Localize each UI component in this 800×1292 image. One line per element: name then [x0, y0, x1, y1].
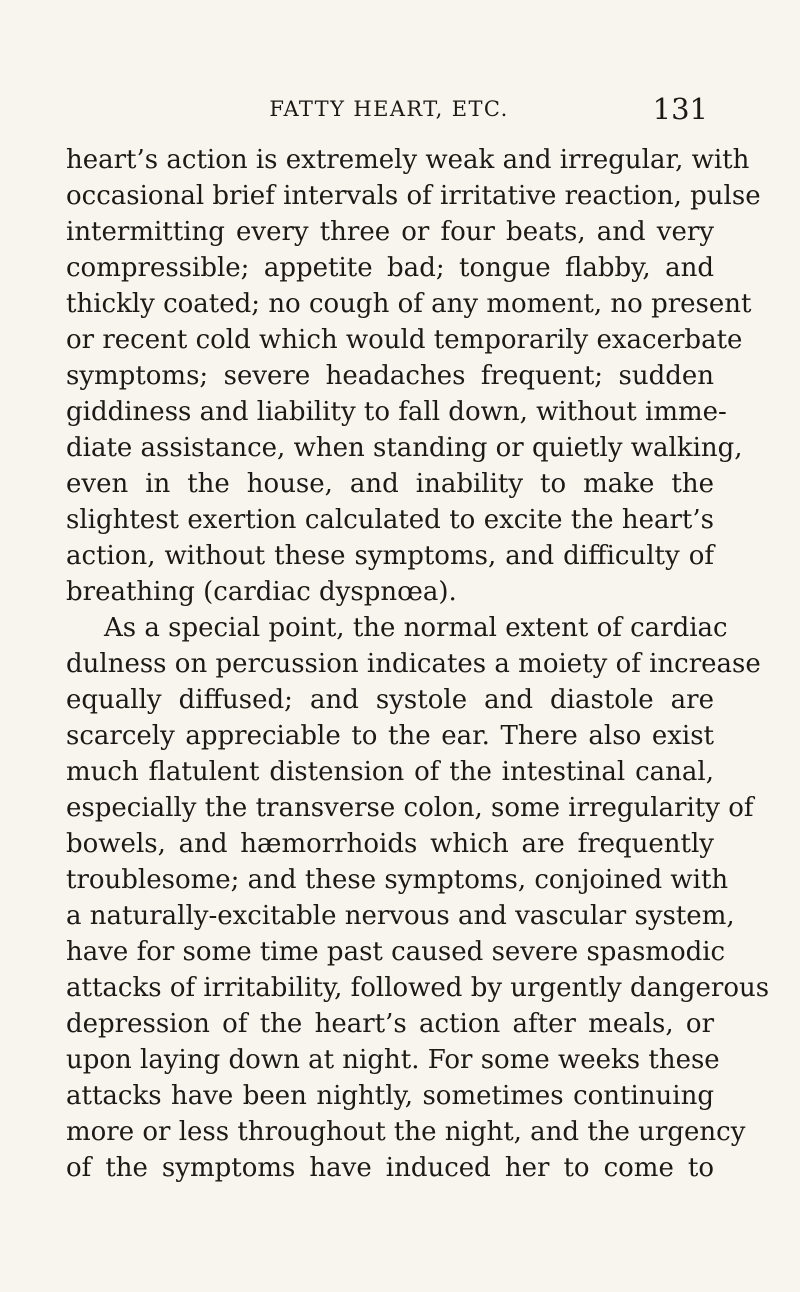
text-line: heart’s action is extremely weak and irregular, with: [66, 145, 750, 175]
text-line: breathing (cardiac dyspnœa).: [66, 577, 457, 607]
text-line: even in the house, and inability to make the: [66, 469, 714, 499]
body-text: [66, 142, 770, 1186]
text-line: occasional brief intervals of irritative reaction, pulse: [66, 181, 761, 211]
running-title: FATTY HEART, ETC.: [269, 97, 509, 121]
paragraph-first-line: As a special point, the normal extent of cardiac: [104, 613, 728, 643]
text-line: or recent cold which would temporarily exacerbate: [66, 325, 743, 355]
text-line: bowels, and hæmorrhoids which are frequently: [66, 829, 714, 859]
text-line: action, without these symptoms, and difficulty of: [66, 541, 714, 571]
text-line: thickly coated; no cough of any moment, no present: [66, 289, 752, 319]
text-line: a naturally-excitable nervous and vascular system,: [66, 901, 735, 931]
running-header: [66, 97, 712, 131]
text-line: have for some time past caused severe spasmodic: [66, 937, 726, 967]
text-line: giddiness and liability to fall down, without imme-: [66, 397, 727, 427]
text-line: of the symptoms have induced her to come to: [66, 1153, 714, 1183]
text-line: troublesome; and these symptoms, conjoined with: [66, 865, 729, 895]
text-line: equally diffused; and systole and diastole are: [66, 685, 714, 715]
text-line: symptoms; severe headaches frequent; sudden: [66, 361, 714, 391]
text-line: intermitting every three or four beats, and very: [66, 217, 714, 247]
text-line: much flatulent distension of the intestinal canal,: [66, 757, 714, 787]
page-number: 131: [652, 92, 708, 126]
text-line: diate assistance, when standing or quietly walking,: [66, 433, 743, 463]
text-line: slightest exertion calculated to excite the heart’s: [66, 505, 714, 535]
text-line: compressible; appetite bad; tongue flabby, and: [66, 253, 714, 283]
text-line: attacks have been nightly, sometimes continuing: [66, 1081, 714, 1111]
text-line: scarcely appreciable to the ear. There also exist: [66, 721, 714, 751]
text-line: especially the transverse colon, some irregularity of: [66, 793, 754, 823]
text-line: dulness on percussion indicates a moiety of increase: [66, 649, 761, 679]
text-line: upon laying down at night. For some weeks these: [66, 1045, 720, 1075]
text-line: more or less throughout the night, and the urgency: [66, 1117, 746, 1147]
text-line: depression of the heart’s action after meals, or: [66, 1009, 714, 1039]
text-line: attacks of irritability, followed by urgently dangerous: [66, 973, 770, 1003]
